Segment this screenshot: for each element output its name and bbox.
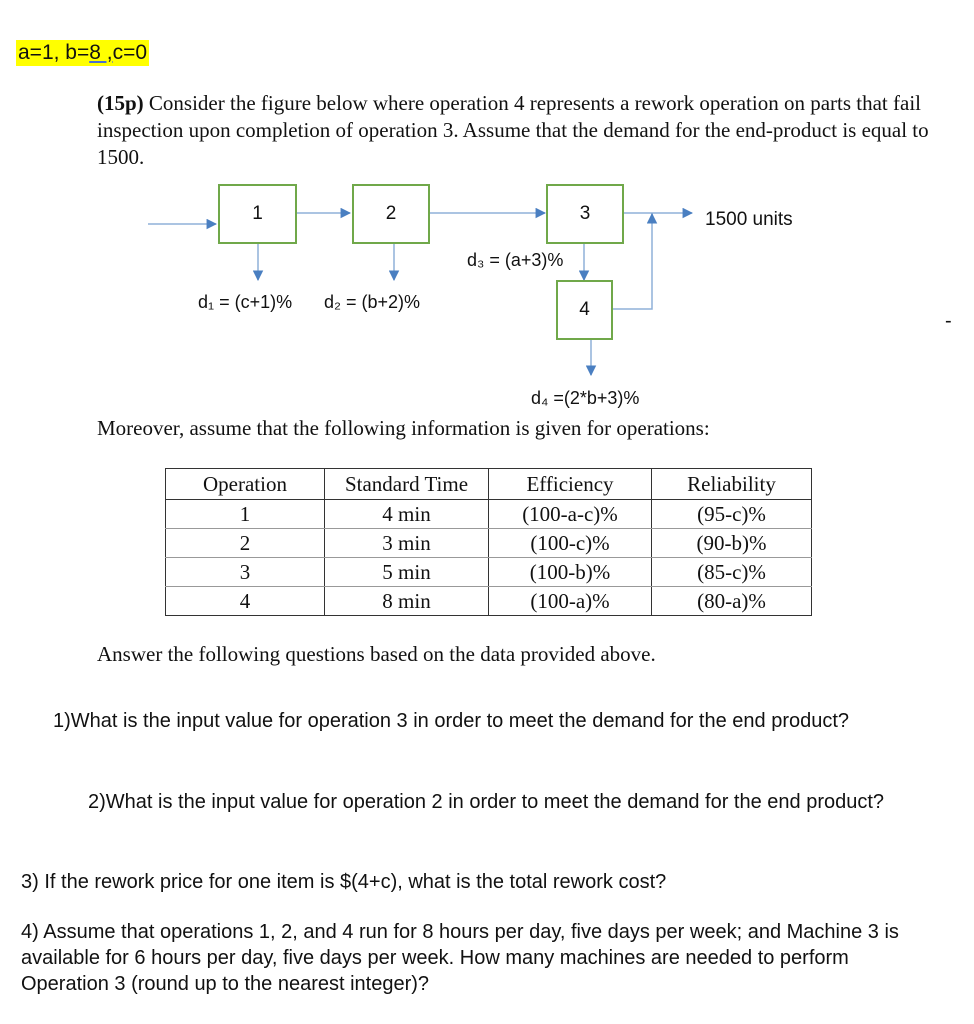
question-4-text: 4) Assume that operations 1, 2, and 4 run for 8 hours per day, five days per week; and Machine 3 is available for 6 hours per day, five days per week. How many machines are needed to perform Operation 3 (round up to the nearest integer)?: [21, 921, 899, 995]
question-4: [21, 919, 921, 997]
defect-rate-1: d₁ = (c+1)%: [198, 292, 293, 312]
table-row: [166, 587, 812, 616]
cell-efficiency: (100-c)%: [489, 529, 652, 558]
process-flow-diagram: [0, 0, 974, 420]
header-reliability: Reliability: [652, 469, 812, 500]
cell-reliability: (80-a)%: [652, 587, 812, 616]
table-row: [166, 500, 812, 529]
operation-box-4: [556, 280, 613, 340]
variable-underlined: 8 ,: [89, 41, 113, 64]
operation-box-1: [218, 184, 297, 244]
defect-rate-4: d₄ =(2*b+3)%: [531, 388, 640, 408]
operations-table: [165, 468, 812, 616]
cell-operation: 4: [166, 587, 325, 616]
cell-reliability: (90-b)%: [652, 529, 812, 558]
cell-reliability: (85-c)%: [652, 558, 812, 587]
cell-operation: 3: [166, 558, 325, 587]
table-intro: Moreover, assume that the following information is given for operations:: [97, 416, 710, 440]
cell-efficiency: (100-a-c)%: [489, 500, 652, 529]
cell-efficiency: (100-a)%: [489, 587, 652, 616]
table-row: [166, 558, 812, 587]
variable-prefix: a=1, b=: [18, 41, 90, 64]
operation-label-2: 2: [385, 203, 397, 224]
operation-label-1: 1: [252, 203, 263, 224]
defect-rate-2: d₂ = (b+2)%: [324, 292, 421, 312]
intro-text: Consider the figure below where operation 4 represents a rework operation on parts that fail inspection upon completion of operation 3. Assume that the demand for the end-product is equal to 1500.: [97, 91, 929, 169]
operation-box-3: [546, 184, 624, 244]
cell-reliability: (95-c)%: [652, 500, 812, 529]
header-standard-time: Standard Time: [325, 469, 489, 500]
header-efficiency: Efficiency: [489, 469, 652, 500]
table-header-row: [166, 469, 812, 500]
defect-rate-3: d₃ = (a+3)%: [467, 250, 564, 270]
cell-operation: 2: [166, 529, 325, 558]
cell-standard-time: 3 min: [325, 529, 489, 558]
table-row: [166, 529, 812, 558]
stray-dash: -: [945, 310, 952, 332]
header-operation: Operation: [166, 469, 325, 500]
operation-box-2: [352, 184, 430, 244]
cell-standard-time: 5 min: [325, 558, 489, 587]
operation-label-3: 3: [579, 203, 591, 224]
output-units-label: 1500 units: [705, 209, 793, 230]
question-1: 1)What is the input value for operation 3 in order to meet the demand for the end product?: [53, 710, 850, 732]
operation-label-4: 4: [579, 299, 590, 320]
questions-intro: Answer the following questions based on the data provided above.: [97, 642, 656, 666]
cell-operation: 1: [166, 500, 325, 529]
cell-standard-time: 8 min: [325, 587, 489, 616]
question-2: 2)What is the input value for operation 2 in order to meet the demand for the end product?: [88, 791, 885, 813]
points-label: (15p): [97, 91, 144, 115]
question-3: 3) If the rework price for one item is $(4+c), what is the total rework cost?: [21, 871, 667, 893]
cell-efficiency: (100-b)%: [489, 558, 652, 587]
cell-standard-time: 4 min: [325, 500, 489, 529]
variable-suffix: c=0: [112, 41, 148, 64]
